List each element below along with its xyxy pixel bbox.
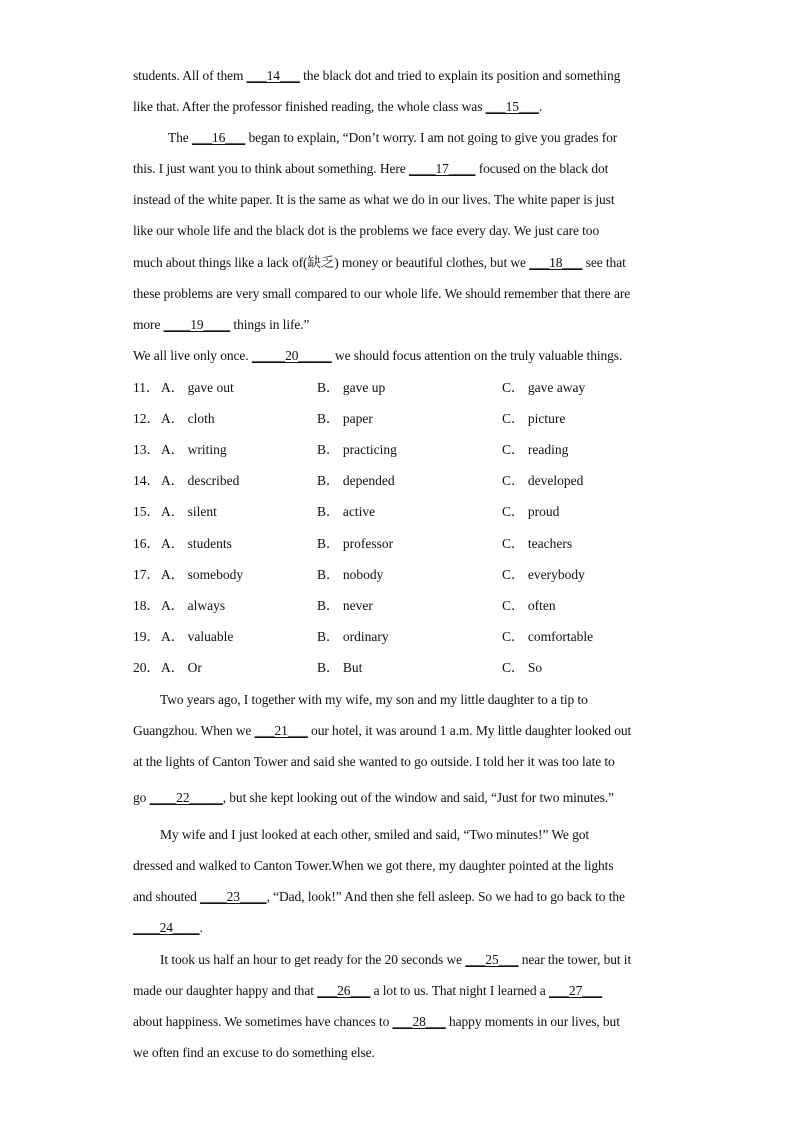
blank-25: ___25___ — [465, 952, 519, 967]
option-a[interactable]: A． Or — [161, 660, 202, 675]
option-b[interactable]: B． practicing — [317, 442, 397, 457]
passage-line: My wife and I just looked at each other, smiled and said, “Two minutes!” We got — [160, 827, 590, 842]
passage-line: this. I just want you to think about something. Here ____17____ focused on the black dot — [133, 161, 609, 176]
passage-line: go ____22_____, but she kept looking out of the window and said, “Just for two minutes.” — [133, 790, 614, 805]
passage-line: much about things like a lack of(缺乏) money or beautiful clothes, but we ___18___ see that — [133, 255, 626, 270]
blank-14: ___14___ — [246, 68, 300, 83]
option-b[interactable]: B． ordinary — [317, 629, 389, 644]
option-c[interactable]: C． comfortable — [502, 629, 594, 644]
option-b[interactable]: B． never — [317, 598, 373, 613]
option-b[interactable]: B． professor — [317, 536, 394, 551]
option-a[interactable]: A． always — [161, 598, 226, 613]
option-c[interactable]: C． gave away — [502, 380, 586, 395]
option-c[interactable]: C． proud — [502, 504, 560, 519]
blank-17: ____17____ — [408, 161, 476, 176]
option-c[interactable]: C． teachers — [502, 536, 573, 551]
passage-line: made our daughter happy and that ___26___ a lot to us. That night I learned a ___27___ — [133, 983, 603, 998]
option-a[interactable]: A． somebody — [161, 567, 244, 582]
question-17: 17． A． somebody B． nobody C． everybody — [133, 567, 585, 582]
passage-line: Guangzhou. When we ___21___ our hotel, it was around 1 a.m. My little daughter looked out — [133, 723, 632, 738]
option-c[interactable]: C． reading — [502, 442, 569, 457]
option-a[interactable]: A． writing — [161, 442, 227, 457]
option-b[interactable]: B． gave up — [317, 380, 386, 395]
question-18: 18． A． always B． never C． often — [133, 598, 556, 613]
passage-line: ____24____. — [133, 920, 203, 935]
passage-line: more ____19____ things in life.” — [133, 317, 310, 332]
question-12: 12． A． cloth B． paper C． picture — [133, 411, 566, 426]
passage-line: instead of the white paper. It is the same as what we do in our lives. The white paper is just — [133, 192, 615, 207]
option-b[interactable]: B． active — [317, 504, 376, 519]
passage-line: It took us half an hour to get ready for the 20 seconds we ___25___ near the tower, but it — [160, 952, 632, 967]
passage-line: like that. After the professor finished reading, the whole class was ___15___. — [133, 99, 543, 114]
option-c[interactable]: C． So — [502, 660, 543, 675]
question-19: 19． A． valuable B． ordinary C． comfortable — [133, 629, 594, 644]
blank-15: ___15___ — [485, 99, 539, 114]
blank-27: ___27___ — [548, 983, 603, 998]
question-13: 13． A． writing B． practicing C． reading — [133, 442, 569, 457]
option-a[interactable]: A． silent — [161, 504, 217, 519]
passage-line: Two years ago, I together with my wife, my son and my little daughter to a tip to — [160, 692, 588, 707]
option-c[interactable]: C． developed — [502, 473, 584, 488]
passage-line: like our whole life and the black dot is the problems we face every day. We just care too — [133, 223, 600, 238]
option-a[interactable]: A． valuable — [161, 629, 234, 644]
blank-23: ____23____ — [200, 889, 267, 904]
blank-19: ____19____ — [163, 317, 231, 332]
passage-line: these problems are very small compared to our whole life. We should remember that there are — [133, 286, 631, 301]
blank-28: ___28___ — [392, 1014, 446, 1029]
blank-22: ____22_____ — [149, 790, 223, 805]
passage-line: dressed and walked to Canton Tower.When we got there, my daughter pointed at the lights — [133, 858, 614, 873]
passage-line: and shouted ____23____, “Dad, look!” And then she fell asleep. So we had to go back to the — [133, 889, 625, 904]
question-15: 15． A． silent B． active C． proud — [133, 504, 560, 519]
passage-line: students. All of them ___14___ the black dot and tried to explain its position and something — [133, 68, 621, 83]
passage-line: We all live only once. _____20_____ we should focus attention on the truly valuable things. — [133, 348, 623, 363]
passage-line: about happiness. We sometimes have chances to ___28___ happy moments in our lives, but — [133, 1014, 620, 1029]
option-c[interactable]: C． often — [502, 598, 556, 613]
passage-line: we often find an excuse to do something else. — [133, 1045, 375, 1060]
option-c[interactable]: C． everybody — [502, 567, 585, 582]
blank-20: _____20_____ — [251, 348, 332, 363]
blank-18: ___18___ — [529, 255, 583, 270]
option-b[interactable]: B． depended — [317, 473, 395, 488]
option-c[interactable]: C． picture — [502, 411, 566, 426]
option-b[interactable]: B． nobody — [317, 567, 384, 582]
blank-26: ___26___ — [317, 983, 371, 998]
question-11: 11． A． gave out B． gave up C． gave away — [133, 380, 586, 395]
passage-line: The ___16___ began to explain, “Don’t worry. I am not going to give you grades for — [168, 130, 618, 145]
option-a[interactable]: A． gave out — [161, 380, 234, 395]
blank-24: ____24____ — [133, 920, 200, 935]
question-20: 20． A． Or B． But C． So — [133, 660, 543, 675]
passage-line: at the lights of Canton Tower and said she wanted to go outside. I told her it was too late to — [133, 754, 615, 769]
option-a[interactable]: A． students — [161, 536, 232, 551]
option-b[interactable]: B． paper — [317, 411, 373, 426]
question-16: 16． A． students B． professor C． teachers — [133, 536, 573, 551]
question-14: 14． A． described B． depended C． developed — [133, 473, 584, 488]
option-a[interactable]: A． described — [161, 473, 240, 488]
blank-16: ___16___ — [191, 130, 246, 145]
option-b[interactable]: B． But — [317, 660, 363, 675]
blank-21: ___21___ — [254, 723, 308, 738]
option-a[interactable]: A． cloth — [161, 411, 215, 426]
